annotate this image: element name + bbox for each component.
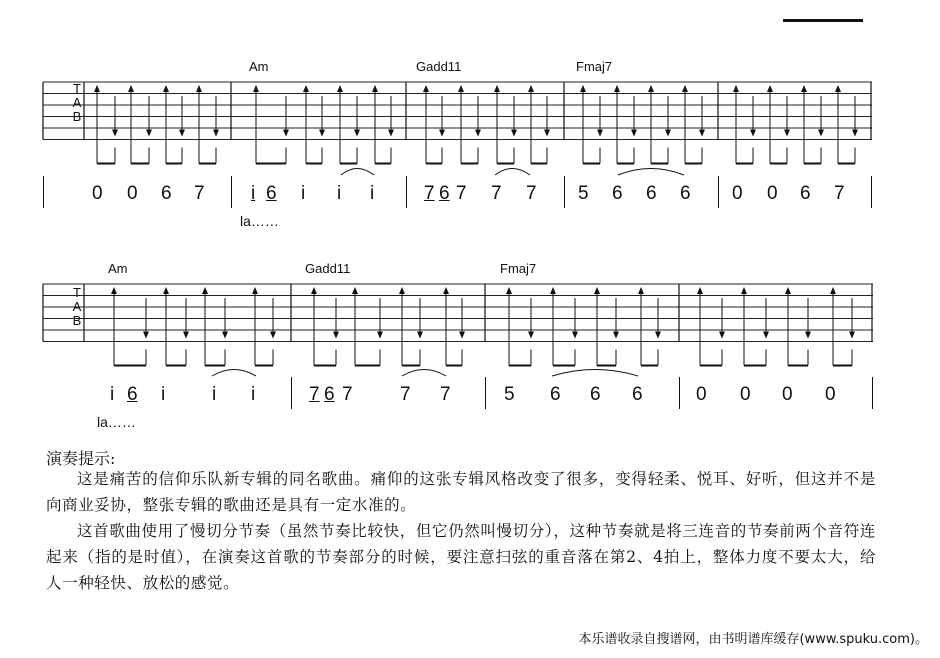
jianpu-note: 5 xyxy=(578,183,589,204)
chord-label: Am xyxy=(108,261,128,276)
jianpu-note: 7 xyxy=(309,384,320,405)
jianpu-note: i xyxy=(251,183,256,204)
lyric-text: la…… xyxy=(240,213,279,229)
jianpu-note: 0 xyxy=(127,183,138,204)
jianpu-note: 0 xyxy=(696,384,707,405)
lyric-text: la…… xyxy=(97,414,136,430)
jianpu-note: i xyxy=(301,183,306,204)
jianpu-note: i xyxy=(212,384,217,405)
jianpu-note: 6 xyxy=(324,384,335,405)
jianpu-note: 0 xyxy=(825,384,836,405)
slur-marks xyxy=(0,360,940,390)
jianpu-note: 6 xyxy=(590,384,601,405)
paragraph: 这是痛苦的信仰乐队新专辑的同名歌曲。痛仰的这张专辑风格改变了很多，变得轻柔、悦耳、好听，但这并不是向商业妥协，整张专辑的歌曲还是具有一定水准的。 xyxy=(46,470,876,514)
paragraph: 这首歌曲使用了慢切分节奏（虽然节奏比较快，但它仍然叫慢切分），这种节奏就是将三连音的节奏前两个音符连起来（指的是时值），在演奏这首歌的节奏部分的时候，要注意扫弦的重音落在第2、4拍上，整体力度不要太大，给人一种轻快、放松的感觉。 xyxy=(46,522,876,592)
source-footer: 本乐谱收录自搜谱网，由书明谱库缓存(www.spuku.com)。 xyxy=(578,632,928,647)
jianpu-note: 7 xyxy=(424,183,435,204)
jianpu-note: 6 xyxy=(550,384,561,405)
jianpu-note: i xyxy=(337,183,342,204)
jianpu-note: 7 xyxy=(440,384,451,405)
jianpu-note: i xyxy=(161,384,166,405)
section-title: 演奏提示: xyxy=(46,449,116,468)
jianpu-note: 7 xyxy=(491,183,502,204)
tab-staff xyxy=(0,272,940,442)
tab-clef: T A B xyxy=(72,285,82,328)
jianpu-note: 0 xyxy=(767,183,778,204)
jianpu-note: 7 xyxy=(456,183,467,204)
jianpu-note: 7 xyxy=(834,183,845,204)
jianpu-note: 0 xyxy=(782,384,793,405)
chord-label: Gadd11 xyxy=(305,261,351,276)
jianpu-note: 6 xyxy=(632,384,643,405)
jianpu-note: 0 xyxy=(92,183,103,204)
decorative-line xyxy=(783,19,863,22)
jianpu-note: 6 xyxy=(439,183,450,204)
jianpu-note: 6 xyxy=(161,183,172,204)
jianpu-note: i xyxy=(110,384,115,405)
jianpu-note: 5 xyxy=(504,384,515,405)
slur-marks xyxy=(0,160,940,190)
tab-staff xyxy=(0,70,940,240)
chord-label: Fmaj7 xyxy=(576,59,613,74)
jianpu-note: 6 xyxy=(612,183,623,204)
chord-label: Gadd11 xyxy=(416,59,462,74)
jianpu-note: 6 xyxy=(127,384,138,405)
tab-clef: T A B xyxy=(72,81,82,124)
jianpu-note: 6 xyxy=(680,183,691,204)
jianpu-note: 6 xyxy=(266,183,277,204)
jianpu-note: 0 xyxy=(740,384,751,405)
chord-label: Fmaj7 xyxy=(500,261,537,276)
jianpu-note: 0 xyxy=(732,183,743,204)
jianpu-note: 7 xyxy=(400,384,411,405)
jianpu-note: 6 xyxy=(800,183,811,204)
jianpu-note: 7 xyxy=(194,183,205,204)
chord-label: Am xyxy=(249,59,269,74)
jianpu-note: 7 xyxy=(526,183,537,204)
jianpu-note: i xyxy=(370,183,375,204)
jianpu-note: 7 xyxy=(342,384,353,405)
jianpu-note: i xyxy=(251,384,256,405)
jianpu-note: 6 xyxy=(646,183,657,204)
